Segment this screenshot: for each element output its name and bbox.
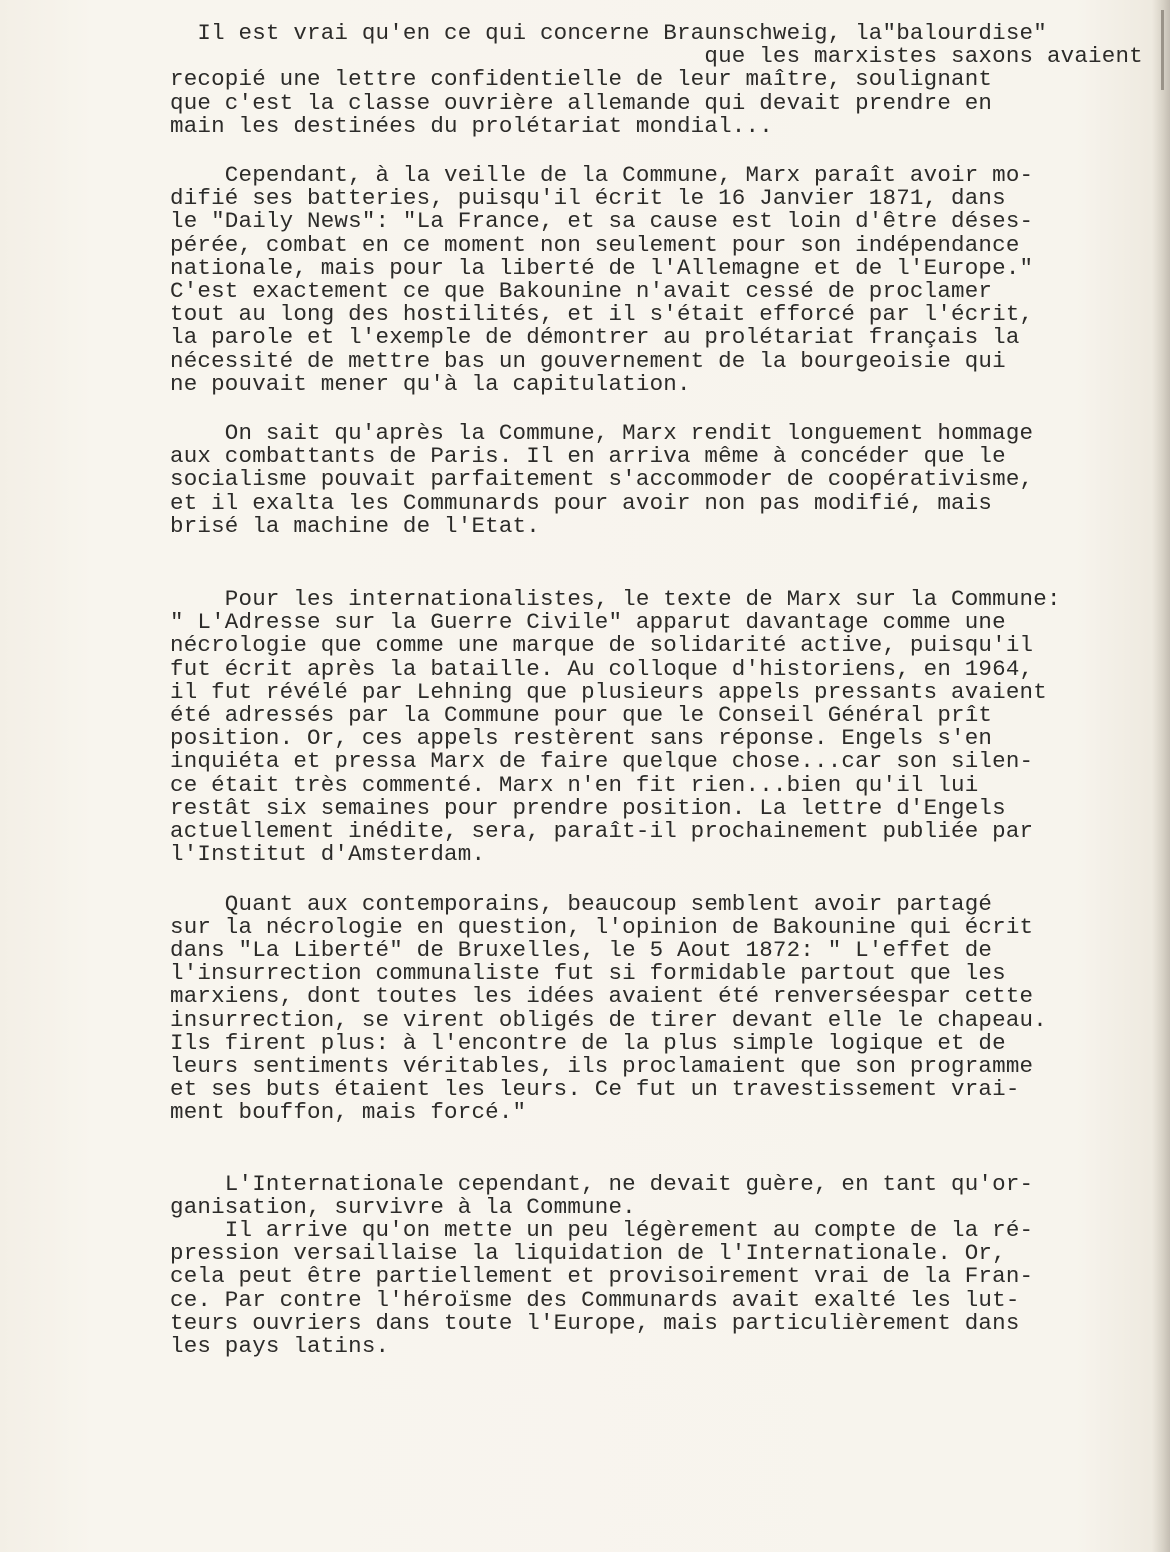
text-line: pérée, combat en ce moment non seulement pour son indépendance — [170, 231, 1020, 258]
text-line: Il est vrai qu'en ce qui concerne Braunschweig, la"balourdise" — [170, 20, 1047, 46]
text-line: la parole et l'exemple de démontrer au prolétariat français la — [170, 324, 1020, 351]
text-line: fut écrit après la bataille. Au colloque d'historiens, en 1964, — [170, 655, 1034, 682]
text-line: nationale, mais pour la liberté de l'Allemagne et de l'Europe." — [170, 254, 1034, 281]
text-line: restât six semaines pour prendre position. La lettre d'Engels — [170, 794, 1006, 821]
paragraph-gap — [170, 1125, 1120, 1173]
text-line: Il arrive qu'on mette un peu légèrement au compte de la ré- — [170, 1216, 1034, 1243]
text-line: dans "La Liberté" de Bruxelles, le 5 Aout 1872: " L'effet de — [170, 936, 993, 963]
text-line: pression versaillaise la liquidation de l'Internationale. Or, — [170, 1240, 1006, 1267]
page-edge-shadow — [1152, 0, 1170, 1552]
text-line: le "Daily News": "La France, et sa cause est loin d'être déses- — [170, 208, 1034, 235]
paragraph-contemporains — [170, 890, 1120, 1126]
paragraph-gap — [170, 867, 1120, 893]
text-line: recopié une lettre confidentielle de leur maître, soulignant — [170, 66, 993, 93]
paragraph-veille-commune — [170, 164, 1120, 396]
text-line: l'Institut d'Amsterdam. — [170, 841, 486, 868]
text-line: que les marxistes saxons avaient — [170, 43, 1143, 70]
text-line: difié ses batteries, puisqu'il écrit le 16 Janvier 1871, dans — [170, 185, 1006, 212]
text-line: ment bouffon, mais forcé." — [170, 1099, 527, 1126]
text-line: insurrection, se virent obligés de tirer devant elle le chapeau. — [170, 1006, 1047, 1033]
page-body — [170, 20, 1143, 1359]
text-line: L'Internationale cependant, ne devait guère, en tant qu'or- — [170, 1170, 1034, 1197]
text-line: socialisme pouvait parfaitement s'accommoder de coopérativisme, — [170, 466, 1034, 493]
paragraph-gap — [170, 396, 1120, 422]
text-line: il fut révélé par Lehning que plusieurs appels pressants avaient — [170, 678, 1047, 705]
text-line: été adressés par la Commune pour que le Conseil Général prît — [170, 702, 993, 729]
paragraph-gap — [170, 138, 1120, 164]
text-line: Quant aux contemporains, beaucoup semblent avoir partagé — [170, 890, 993, 917]
text-line: ce était très commenté. Marx n'en fit rien...bien qu'il lui — [170, 771, 979, 798]
text-line: et ses buts étaient les leurs. Ce fut un travestissement vrai- — [170, 1076, 1020, 1103]
text-line: On sait qu'après la Commune, Marx rendit longuement hommage — [170, 420, 1034, 447]
text-line: nécessité de mettre bas un gouvernement de la bourgeoisie qui — [170, 347, 1006, 374]
text-line: tout au long des hostilités, et il s'était efforcé par l'écrit, — [170, 301, 1034, 328]
page-edge-mark — [1161, 10, 1164, 90]
text-line: actuellement inédite, sera, paraît-il prochainement publiée par — [170, 818, 1034, 845]
paragraph-internationalistes — [170, 588, 1120, 866]
text-line: " L'Adresse sur la Guerre Civile" apparut davantage comme une — [170, 609, 1006, 636]
text-line: inquiéta et pressa Marx de faire quelque chose...car son silen- — [170, 748, 1034, 775]
paragraph-internationale — [170, 1170, 1120, 1359]
paragraph-apres-commune — [170, 422, 1120, 538]
text-line: nécrologie que comme une marque de solidarité active, puisqu'il — [170, 632, 1034, 659]
text-line: teurs ouvriers dans toute l'Europe, mais particulièrement dans — [170, 1309, 1020, 1336]
text-line: marxiens, dont toutes les idées avaient été renverséespar cette — [170, 983, 1034, 1010]
paragraph-gap — [170, 538, 1120, 588]
text-line: position. Or, ces appels restèrent sans réponse. Engels s'en — [170, 725, 993, 752]
text-line: ne pouvait mener qu'à la capitulation. — [170, 370, 691, 397]
text-line: ganisation, survivre à la Commune. — [170, 1193, 636, 1220]
text-line: que c'est la classe ouvrière allemande qui devait prendre en — [170, 89, 993, 116]
text-line: l'insurrection communaliste fut si formidable partout que les — [170, 960, 1006, 987]
text-line: C'est exactement ce que Bakounine n'avait cessé de proclamer — [170, 278, 993, 305]
text-line: Pour les internationalistes, le texte de Marx sur la Commune: — [170, 586, 1061, 613]
text-line: ce. Par contre l'héroïsme des Communards avait exalté les lut- — [170, 1286, 1020, 1313]
text-line: sur la nécrologie en question, l'opinion de Bakounine qui écrit — [170, 913, 1034, 940]
text-line: Cependant, à la veille de la Commune, Marx paraît avoir mo- — [170, 162, 1034, 189]
paragraph-braunschweig — [170, 20, 1143, 139]
text-line: les pays latins. — [170, 1332, 390, 1359]
text-line: et il exalta les Communards pour avoir non pas modifié, mais — [170, 489, 993, 516]
text-line: brisé la machine de l'Etat. — [170, 512, 540, 539]
text-line: Ils firent plus: à l'encontre de la plus simple logique et de — [170, 1029, 1006, 1056]
text-line: main les destinées du prolétariat mondial... — [170, 112, 773, 139]
text-line: aux combattants de Paris. Il en arriva même à concéder que le — [170, 443, 1006, 470]
text-line: leurs sentiments véritables, ils proclamaient que son programme — [170, 1052, 1034, 1079]
text-line: cela peut être partiellement et provisoirement vrai de la Fran- — [170, 1263, 1034, 1290]
